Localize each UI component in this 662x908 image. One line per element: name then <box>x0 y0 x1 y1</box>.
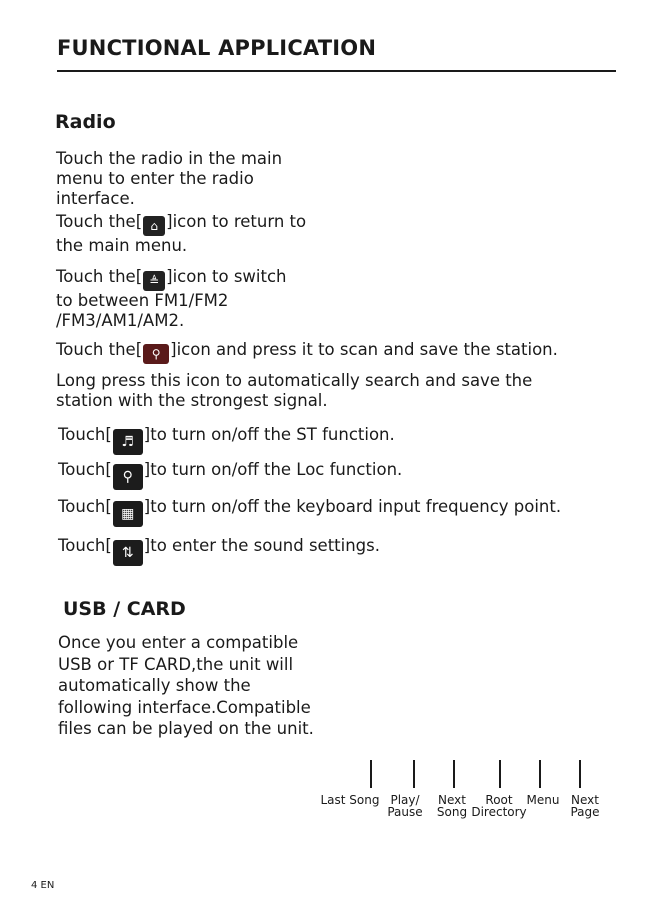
scan-instruction: Touch the[ ⚲ ]icon and press it to scan and save the station. <box>56 340 558 364</box>
sound-pre: Touch <box>58 536 106 555</box>
keyboard-post: to turn on/off the keyboard input frequency point. <box>150 497 562 516</box>
callout-label-line1: Menu <box>526 793 560 807</box>
page-number: 4 EN <box>31 880 55 891</box>
home-post: icon to return to <box>172 212 307 231</box>
radio-heading: Radio <box>55 111 116 133</box>
callout-label-line1: Root <box>485 793 513 807</box>
callout-label-line1: Play/ <box>390 793 420 807</box>
usb-intro-line: automatically show the <box>58 676 251 695</box>
usb-intro-line: USB or TF CARD,the unit will <box>58 654 294 674</box>
callout-label <box>522 794 564 806</box>
callout-line <box>579 760 581 788</box>
sound-post: to enter the sound settings. <box>150 536 380 555</box>
loc-instruction: Touch[ ⚲ ]to turn on/off the Loc function. <box>58 460 402 490</box>
sound-instruction: Touch[ ⇅ ]to enter the sound settings. <box>58 536 380 566</box>
usb-intro-line: following interface.Compatible <box>58 697 311 717</box>
st-post: to turn on/off the ST function. <box>150 425 395 444</box>
keyboard-pre: Touch <box>58 497 106 516</box>
callout-label <box>383 794 427 818</box>
scan-post: icon and press it to scan and save the station. <box>176 340 558 359</box>
callout-label-line1: Next <box>438 793 466 807</box>
st-instruction: Touch[ ♬ ]to turn on/off the ST function. <box>58 425 395 455</box>
radio-intro-line: Touch the radio in the main <box>56 149 283 168</box>
callout-label-line2: Pause <box>387 805 423 819</box>
callout-label-line1: Next <box>571 793 599 807</box>
callout-label-line1: Last Song <box>320 793 380 807</box>
scan-pre: Touch the <box>56 340 136 359</box>
callout-label-line2: Song <box>436 805 468 819</box>
band-switch-icon: ≜ <box>143 271 165 291</box>
loc-post: to turn on/off the Loc function. <box>150 460 403 479</box>
radio-intro-line: interface. <box>56 189 135 208</box>
keypad-icon: ▦ <box>113 501 143 527</box>
callout-label-line2: Page <box>570 805 600 819</box>
usb-heading: USB / CARD <box>63 598 186 620</box>
loc-pre: Touch <box>58 460 106 479</box>
longpress-line: station with the strongest signal. <box>56 391 328 410</box>
band-pre: Touch the <box>56 267 136 286</box>
search-icon: ⚲ <box>143 344 169 364</box>
stereo-icon: ♬ <box>113 429 143 455</box>
longpress-line: Long press this icon to automatically search and save the <box>56 371 533 390</box>
home-icon: ⌂ <box>143 216 165 236</box>
band-line3: /FM3/AM1/AM2. <box>56 311 185 330</box>
usb-intro-line: Once you enter a compatible <box>58 633 299 652</box>
callout-label-line2: Directory <box>471 805 527 819</box>
st-pre: Touch <box>58 425 106 444</box>
equalizer-icon: ⇅ <box>113 540 143 566</box>
usb-intro-line: files can be played on the unit. <box>58 719 314 738</box>
usb-intro <box>58 632 314 740</box>
band-instruction: Touch the[ ≜ ]icon to switch to between FM1/FM2 /FM3/AM1/AM2. <box>56 267 287 330</box>
radio-intro <box>56 149 282 209</box>
longpress-instruction <box>56 371 532 411</box>
home-pre: Touch the <box>56 212 136 231</box>
callout-line <box>539 760 541 788</box>
radio-intro-line: menu to enter the radio <box>56 169 254 188</box>
callout-label <box>564 794 606 818</box>
callout-line <box>499 760 501 788</box>
callout-line <box>370 760 372 788</box>
home-instruction: Touch the[ ⌂ ]icon to return to the main menu. <box>56 212 307 255</box>
band-line2: to between FM1/FM2 <box>56 291 229 310</box>
band-post: icon to switch <box>172 267 287 286</box>
callout-line <box>453 760 455 788</box>
callout-label <box>469 794 529 818</box>
callout-label <box>431 794 473 818</box>
callout-label <box>318 794 382 806</box>
page-title: FUNCTIONAL APPLICATION <box>57 36 377 60</box>
keyboard-instruction: Touch[ ▦ ]to turn on/off the keyboard input frequency point. <box>58 497 561 527</box>
home-line2: the main menu. <box>56 236 188 255</box>
callout-line <box>413 760 415 788</box>
local-antenna-icon: ⚲ <box>113 464 143 490</box>
title-divider <box>57 70 616 72</box>
